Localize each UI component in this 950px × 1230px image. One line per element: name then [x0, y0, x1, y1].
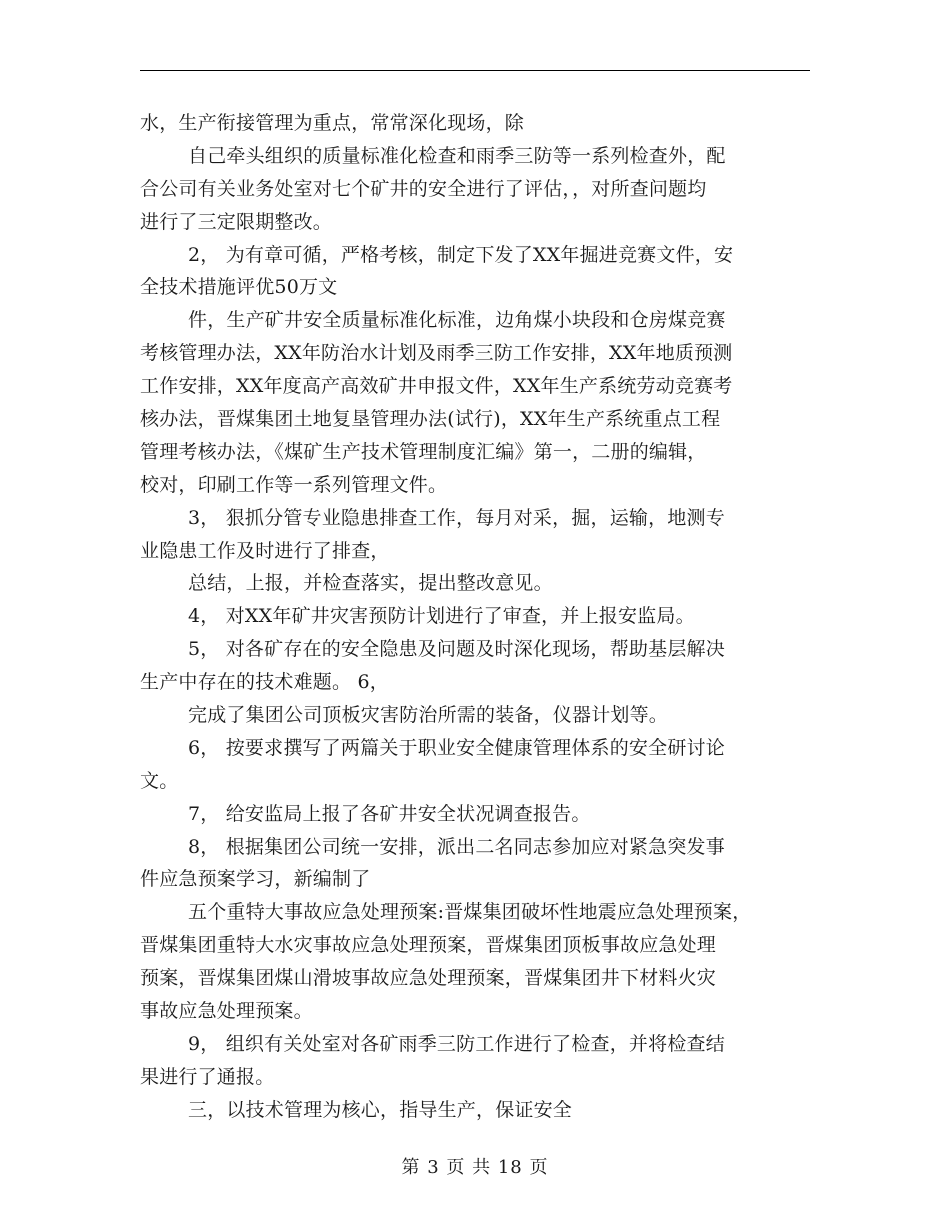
text-line: 6， 按要求撰写了两篇关于职业安全健康管理体系的安全研讨论 [188, 736, 725, 759]
text-line: 自己牵头组织的质量标准化检查和雨季三防等一系列检查外，配 [188, 144, 726, 167]
text-line: 5， 对各矿存在的安全隐患及问题及时深化现场，帮助基层解决 [188, 638, 725, 661]
text-line: 4， 对XX年矿井灾害预防计划进行了审查，并上报安监局。 [188, 605, 695, 628]
text-line: 生产中存在的技术难题。 6， [140, 671, 389, 694]
text-line: 总结，上报，并检查落实，提出整改意见。 [188, 572, 553, 595]
text-line: 2， 为有章可循，严格考核，制定下发了XX年掘进竞赛文件，安 [188, 243, 734, 266]
text-line: 三，以技术管理为核心，指导生产，保证安全 [188, 1098, 573, 1121]
text-line: 7， 给安监局上报了各矿井安全状况调查报告。 [188, 802, 591, 825]
text-line: 全技术措施评优50万文 [140, 276, 338, 299]
text-line: 事故应急处理预案。 [140, 1000, 313, 1023]
text-line: 件应急预案学习，新编制了 [140, 868, 371, 891]
text-line: 工作安排，XX年度高产高效矿井申报文件，XX年生产系统劳动竞赛考 [140, 375, 733, 398]
text-line: 校对，印刷工作等一系列管理文件。 [140, 473, 448, 496]
text-line: 合公司有关业务处室对七个矿井的安全进行了评估，，对所查问题均 [140, 177, 707, 200]
text-line: 果进行了通报。 [140, 1065, 275, 1088]
text-line: 预案，晋煤集团煤山滑坡事故应急处理预案，晋煤集团井下材料火灾 [140, 967, 717, 990]
text-line: 业隐患工作及时进行了排查， [140, 539, 390, 562]
text-line: 进行了三定限期整改。 [140, 210, 333, 233]
text-line: 8， 根据集团公司统一安排，派出二名同志参加应对紧急突发事 [188, 835, 725, 858]
text-line: 考核管理办法，XX年防治水计划及雨季三防工作安排，XX年地质预测 [140, 342, 733, 365]
text-line: 水，生产衔接管理为重点，常常深化现场，除 [140, 112, 525, 134]
page-footer: 第 3 页 共 18 页 [401, 1157, 549, 1178]
header-rule [140, 70, 810, 71]
text-line: 核办法，晋煤集团土地复垦管理办法(试行)，XX年生产系统重点工程 [140, 408, 721, 431]
document-body [140, 107, 820, 1127]
text-line: 9， 组织有关处室对各矿雨季三防工作进行了检查，并将检查结 [188, 1032, 725, 1055]
text-line: 完成了集团公司顶板灾害防治所需的装备，仪器计划等。 [188, 704, 669, 727]
text-line: 五个重特大事故应急处理预案:晋煤集团破坏性地震应急处理预案， [188, 901, 752, 924]
text-line: 管理考核办法，《煤矿生产技术管理制度汇编》第一，二册的编辑， [140, 440, 707, 463]
text-line: 晋煤集团重特大水灾事故应急处理预案，晋煤集团顶板事故应急处理 [140, 934, 717, 957]
text-line: 文。 [140, 769, 179, 792]
text-line: 件，生产矿井安全质量标准化标准，边角煤小块段和仓房煤竞赛 [188, 309, 726, 332]
text-line: 3， 狠抓分管专业隐患排查工作，每月对采，掘，运输，地测专 [188, 506, 725, 529]
